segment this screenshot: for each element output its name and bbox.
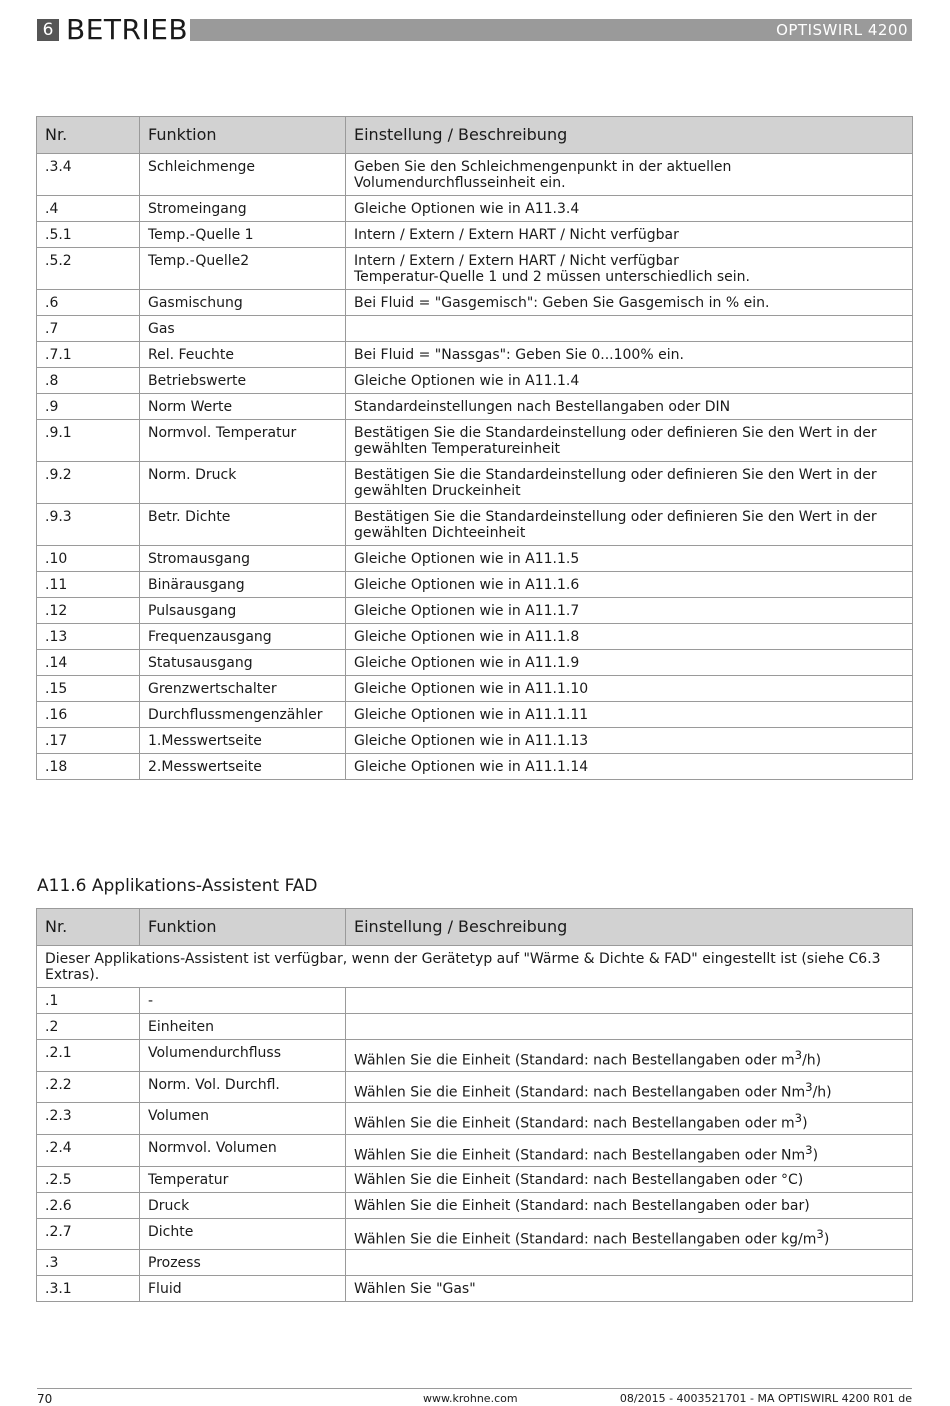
beschreibung-text: Gleiche Optionen wie in A11.1.11 <box>354 707 589 723</box>
unit-exponent: 3 <box>805 1079 813 1094</box>
table-row <box>37 988 913 1014</box>
beschreibung-text: Standardeinstellungen nach Bestellangaben oder DIN <box>354 399 731 415</box>
cell-nr: .2.5 <box>37 1166 140 1192</box>
cell-beschreibung <box>346 1014 913 1040</box>
header-bar <box>190 19 912 41</box>
header-funktion: Funktion <box>140 909 346 946</box>
table-row <box>37 1040 913 1072</box>
cell-beschreibung <box>346 546 913 572</box>
cell-nr: .9.3 <box>37 504 140 546</box>
cell-nr: .2.2 <box>37 1071 140 1103</box>
header-nr: Nr. <box>37 117 140 154</box>
cell-nr: .6 <box>37 290 140 316</box>
table-row <box>37 598 913 624</box>
beschreibung-text-2: gewählten Temperatureinheit <box>354 441 561 457</box>
table-row <box>37 676 913 702</box>
table-row <box>37 754 913 780</box>
table-row <box>37 342 913 368</box>
cell-funktion: Betr. Dichte <box>140 504 346 546</box>
cell-beschreibung <box>346 248 913 290</box>
cell-nr: .16 <box>37 702 140 728</box>
cell-nr: .3 <box>37 1250 140 1276</box>
cell-nr: .18 <box>37 754 140 780</box>
cell-nr: .4 <box>37 196 140 222</box>
intro-text: Dieser Applikations-Assistent ist verfügbar, wenn der Gerätetyp auf "Wärme & Dichte & FAD" eingestellt ist (siehe C6.3 <box>45 951 881 967</box>
beschreibung-text: Wählen Sie die Einheit (Standard: nach Bestellangaben oder bar) <box>354 1197 810 1214</box>
table-row <box>37 290 913 316</box>
table-row <box>37 394 913 420</box>
table-row <box>37 196 913 222</box>
cell-nr: .9 <box>37 394 140 420</box>
cell-beschreibung <box>346 598 913 624</box>
beschreibung-text: Gleiche Optionen wie in A11.1.5 <box>354 551 580 567</box>
cell-funktion: Schleichmenge <box>140 154 346 196</box>
cell-funktion: Normvol. Temperatur <box>140 420 346 462</box>
unit-suffix: ) <box>802 1115 808 1132</box>
table-row <box>37 1166 913 1192</box>
cell-funktion: Temp.-Quelle2 <box>140 248 346 290</box>
cell-nr: .2.4 <box>37 1134 140 1166</box>
beschreibung-text: Bestätigen Sie die Standardeinstellung oder definieren Sie den Wert in der <box>354 509 877 525</box>
unit-exponent: 3 <box>794 1048 803 1062</box>
cell-funktion: Gas <box>140 316 346 342</box>
cell-beschreibung <box>346 1192 913 1218</box>
table-row <box>37 504 913 546</box>
table-row <box>37 624 913 650</box>
header-beschreibung: Einstellung / Beschreibung <box>346 909 913 946</box>
cell-beschreibung <box>346 1040 913 1072</box>
unit-exponent: 3 <box>805 1142 813 1157</box>
cell-beschreibung <box>346 728 913 754</box>
table-header-row <box>37 117 913 154</box>
cell-beschreibung <box>346 222 913 248</box>
cell-beschreibung <box>346 196 913 222</box>
cell-funktion: Normvol. Volumen <box>140 1134 346 1166</box>
cell-beschreibung <box>346 342 913 368</box>
cell-nr: .9.1 <box>37 420 140 462</box>
beschreibung-text: Bei Fluid = "Gasgemisch": Geben Sie Gasgemisch in % ein. <box>354 295 770 311</box>
cell-funktion: Durchflussmengenzähler <box>140 702 346 728</box>
cell-nr: .2.7 <box>37 1218 140 1250</box>
cell-funktion: Statusausgang <box>140 650 346 676</box>
cell-beschreibung <box>346 1276 913 1302</box>
cell-funktion: 1.Messwertseite <box>140 728 346 754</box>
table-row <box>37 1134 913 1166</box>
table-row <box>37 728 913 754</box>
table-row <box>37 222 913 248</box>
cell-nr: .15 <box>37 676 140 702</box>
cell-funktion: Gasmischung <box>140 290 346 316</box>
beschreibung-text: Bei Fluid = "Nassgas": Geben Sie 0...100% ein. <box>354 347 684 363</box>
table-row <box>37 1250 913 1276</box>
beschreibung-text: Gleiche Optionen wie in A11.1.9 <box>354 655 580 671</box>
cell-beschreibung <box>346 702 913 728</box>
cell-funktion: Prozess <box>140 1250 346 1276</box>
table-row <box>37 702 913 728</box>
beschreibung-text: Gleiche Optionen wie in A11.1.4 <box>354 373 580 389</box>
header-nr: Nr. <box>37 909 140 946</box>
cell-funktion: - <box>140 988 346 1014</box>
table-row <box>37 1276 913 1302</box>
beschreibung-text: Wählen Sie die Einheit (Standard: nach Bestellangaben oder Nm <box>354 1147 806 1164</box>
section-title: A11.6 Applikations-Assistent FAD <box>37 876 318 896</box>
cell-nr: .8 <box>37 368 140 394</box>
beschreibung-text-2: Volumendurchflusseinheit ein. <box>354 175 566 191</box>
cell-funktion: Druck <box>140 1192 346 1218</box>
table-header-row <box>37 909 913 946</box>
beschreibung-text-2: gewählten Dichteeinheit <box>354 525 526 541</box>
cell-funktion: Stromausgang <box>140 546 346 572</box>
beschreibung-text: Gleiche Optionen wie in A11.1.10 <box>354 681 589 697</box>
beschreibung-text: Intern / Extern / Extern HART / Nicht verfügbar <box>354 253 679 269</box>
footer-divider <box>37 1388 912 1389</box>
cell-beschreibung <box>346 1134 913 1166</box>
beschreibung-text: Geben Sie den Schleichmengenpunkt in der aktuellen <box>354 159 732 175</box>
unit-exponent: 3 <box>794 1111 803 1126</box>
cell-funktion: Norm Werte <box>140 394 346 420</box>
cell-beschreibung <box>346 1250 913 1276</box>
table-row <box>37 650 913 676</box>
beschreibung-text: Bestätigen Sie die Standardeinstellung oder definieren Sie den Wert in der <box>354 425 877 441</box>
cell-funktion: Einheiten <box>140 1014 346 1040</box>
cell-funktion: Volumendurchfluss <box>140 1040 346 1072</box>
chapter-title: BETRIEB <box>66 13 189 46</box>
table-row <box>37 1103 913 1135</box>
beschreibung-text: Wählen Sie die Einheit (Standard: nach Bestellangaben oder m <box>354 1052 795 1069</box>
cell-funktion: Norm. Vol. Durchfl. <box>140 1071 346 1103</box>
table-row <box>37 546 913 572</box>
beschreibung-text-2: gewählten Druckeinheit <box>354 483 521 499</box>
table-row <box>37 462 913 504</box>
table-row <box>37 1192 913 1218</box>
cell-nr: .9.2 <box>37 462 140 504</box>
cell-beschreibung <box>346 462 913 504</box>
cell-funktion: Binärausgang <box>140 572 346 598</box>
cell-nr: .7 <box>37 316 140 342</box>
cell-funktion: Temp.-Quelle 1 <box>140 222 346 248</box>
cell-funktion: 2.Messwertseite <box>140 754 346 780</box>
beschreibung-text: Intern / Extern / Extern HART / Nicht verfügbar <box>354 227 679 243</box>
cell-beschreibung <box>346 290 913 316</box>
cell-nr: .5.2 <box>37 248 140 290</box>
cell-beschreibung <box>346 1218 913 1250</box>
cell-beschreibung <box>346 988 913 1014</box>
cell-funktion: Frequenzausgang <box>140 624 346 650</box>
table-row <box>37 1071 913 1103</box>
beschreibung-text: Gleiche Optionen wie in A11.1.7 <box>354 603 580 619</box>
cell-nr: .13 <box>37 624 140 650</box>
cell-nr: .14 <box>37 650 140 676</box>
beschreibung-text: Wählen Sie "Gas" <box>354 1281 476 1298</box>
beschreibung-text: Gleiche Optionen wie in A11.1.13 <box>354 733 589 749</box>
cell-nr: .11 <box>37 572 140 598</box>
fad-assistant-table <box>36 908 913 1302</box>
cell-nr: .5.1 <box>37 222 140 248</box>
cell-beschreibung <box>346 624 913 650</box>
cell-funktion: Temperatur <box>140 1166 346 1192</box>
cell-nr: .17 <box>37 728 140 754</box>
intro-row <box>37 946 913 988</box>
cell-nr: .2.3 <box>37 1103 140 1135</box>
product-name: OPTISWIRL 4200 <box>776 21 908 39</box>
cell-funktion: Pulsausgang <box>140 598 346 624</box>
unit-suffix: ) <box>823 1231 830 1248</box>
cell-beschreibung <box>346 394 913 420</box>
cell-nr: .3.4 <box>37 154 140 196</box>
cell-nr: .1 <box>37 988 140 1014</box>
beschreibung-text-2: Temperatur-Quelle 1 und 2 müssen unterschiedlich sein. <box>354 269 751 285</box>
unit-suffix: ) <box>812 1147 819 1164</box>
table-row <box>37 248 913 290</box>
unit-suffix: /h) <box>802 1052 822 1069</box>
beschreibung-text: Wählen Sie die Einheit (Standard: nach Bestellangaben oder Nm <box>354 1084 806 1101</box>
cell-nr: .2 <box>37 1014 140 1040</box>
intro-cell <box>37 946 913 988</box>
footer-website: www.krohne.com <box>423 1392 518 1405</box>
cell-beschreibung <box>346 676 913 702</box>
cell-nr: .7.1 <box>37 342 140 368</box>
cell-funktion: Fluid <box>140 1276 346 1302</box>
cell-funktion: Betriebswerte <box>140 368 346 394</box>
cell-beschreibung <box>346 154 913 196</box>
cell-beschreibung <box>346 650 913 676</box>
beschreibung-text: Gleiche Optionen wie in A11.3.4 <box>354 201 580 217</box>
header-funktion: Funktion <box>140 117 346 154</box>
cell-funktion: Dichte <box>140 1218 346 1250</box>
unit-exponent: 3 <box>816 1226 824 1241</box>
table-row <box>37 316 913 342</box>
cell-funktion: Norm. Druck <box>140 462 346 504</box>
cell-funktion: Rel. Feuchte <box>140 342 346 368</box>
cell-beschreibung <box>346 1071 913 1103</box>
table-row <box>37 368 913 394</box>
cell-funktion: Stromeingang <box>140 196 346 222</box>
table-row <box>37 154 913 196</box>
cell-nr: .2.6 <box>37 1192 140 1218</box>
cell-beschreibung <box>346 754 913 780</box>
intro-text-2: Extras). <box>45 967 100 983</box>
table-row <box>37 420 913 462</box>
cell-beschreibung <box>346 572 913 598</box>
beschreibung-text: Wählen Sie die Einheit (Standard: nach Bestellangaben oder kg/m <box>354 1231 817 1248</box>
table-row <box>37 1218 913 1250</box>
footer-document-id: 08/2015 - 4003521701 - MA OPTISWIRL 4200 R01 de <box>619 1392 912 1405</box>
table-row <box>37 572 913 598</box>
cell-nr: .3.1 <box>37 1276 140 1302</box>
beschreibung-text: Gleiche Optionen wie in A11.1.6 <box>354 577 580 593</box>
cell-nr: .12 <box>37 598 140 624</box>
cell-beschreibung <box>346 504 913 546</box>
cell-beschreibung <box>346 368 913 394</box>
table-row <box>37 1014 913 1040</box>
beschreibung-text: Gleiche Optionen wie in A11.1.14 <box>354 759 589 775</box>
settings-table <box>36 116 913 780</box>
cell-beschreibung <box>346 1166 913 1192</box>
cell-funktion: Volumen <box>140 1103 346 1135</box>
page-header <box>37 13 912 46</box>
chapter-number: 6 <box>37 19 59 41</box>
beschreibung-text: Bestätigen Sie die Standardeinstellung oder definieren Sie den Wert in der <box>354 467 877 483</box>
cell-nr: .2.1 <box>37 1040 140 1072</box>
beschreibung-text: Wählen Sie die Einheit (Standard: nach Bestellangaben oder m <box>354 1115 795 1132</box>
beschreibung-text: Wählen Sie die Einheit (Standard: nach Bestellangaben oder °C) <box>354 1171 804 1188</box>
cell-funktion: Grenzwertschalter <box>140 676 346 702</box>
cell-beschreibung <box>346 420 913 462</box>
cell-beschreibung <box>346 316 913 342</box>
page-number: 70 <box>37 1392 53 1406</box>
unit-suffix: /h) <box>812 1084 832 1101</box>
cell-nr: .10 <box>37 546 140 572</box>
cell-beschreibung <box>346 1103 913 1135</box>
header-beschreibung: Einstellung / Beschreibung <box>346 117 913 154</box>
beschreibung-text: Gleiche Optionen wie in A11.1.8 <box>354 629 580 645</box>
